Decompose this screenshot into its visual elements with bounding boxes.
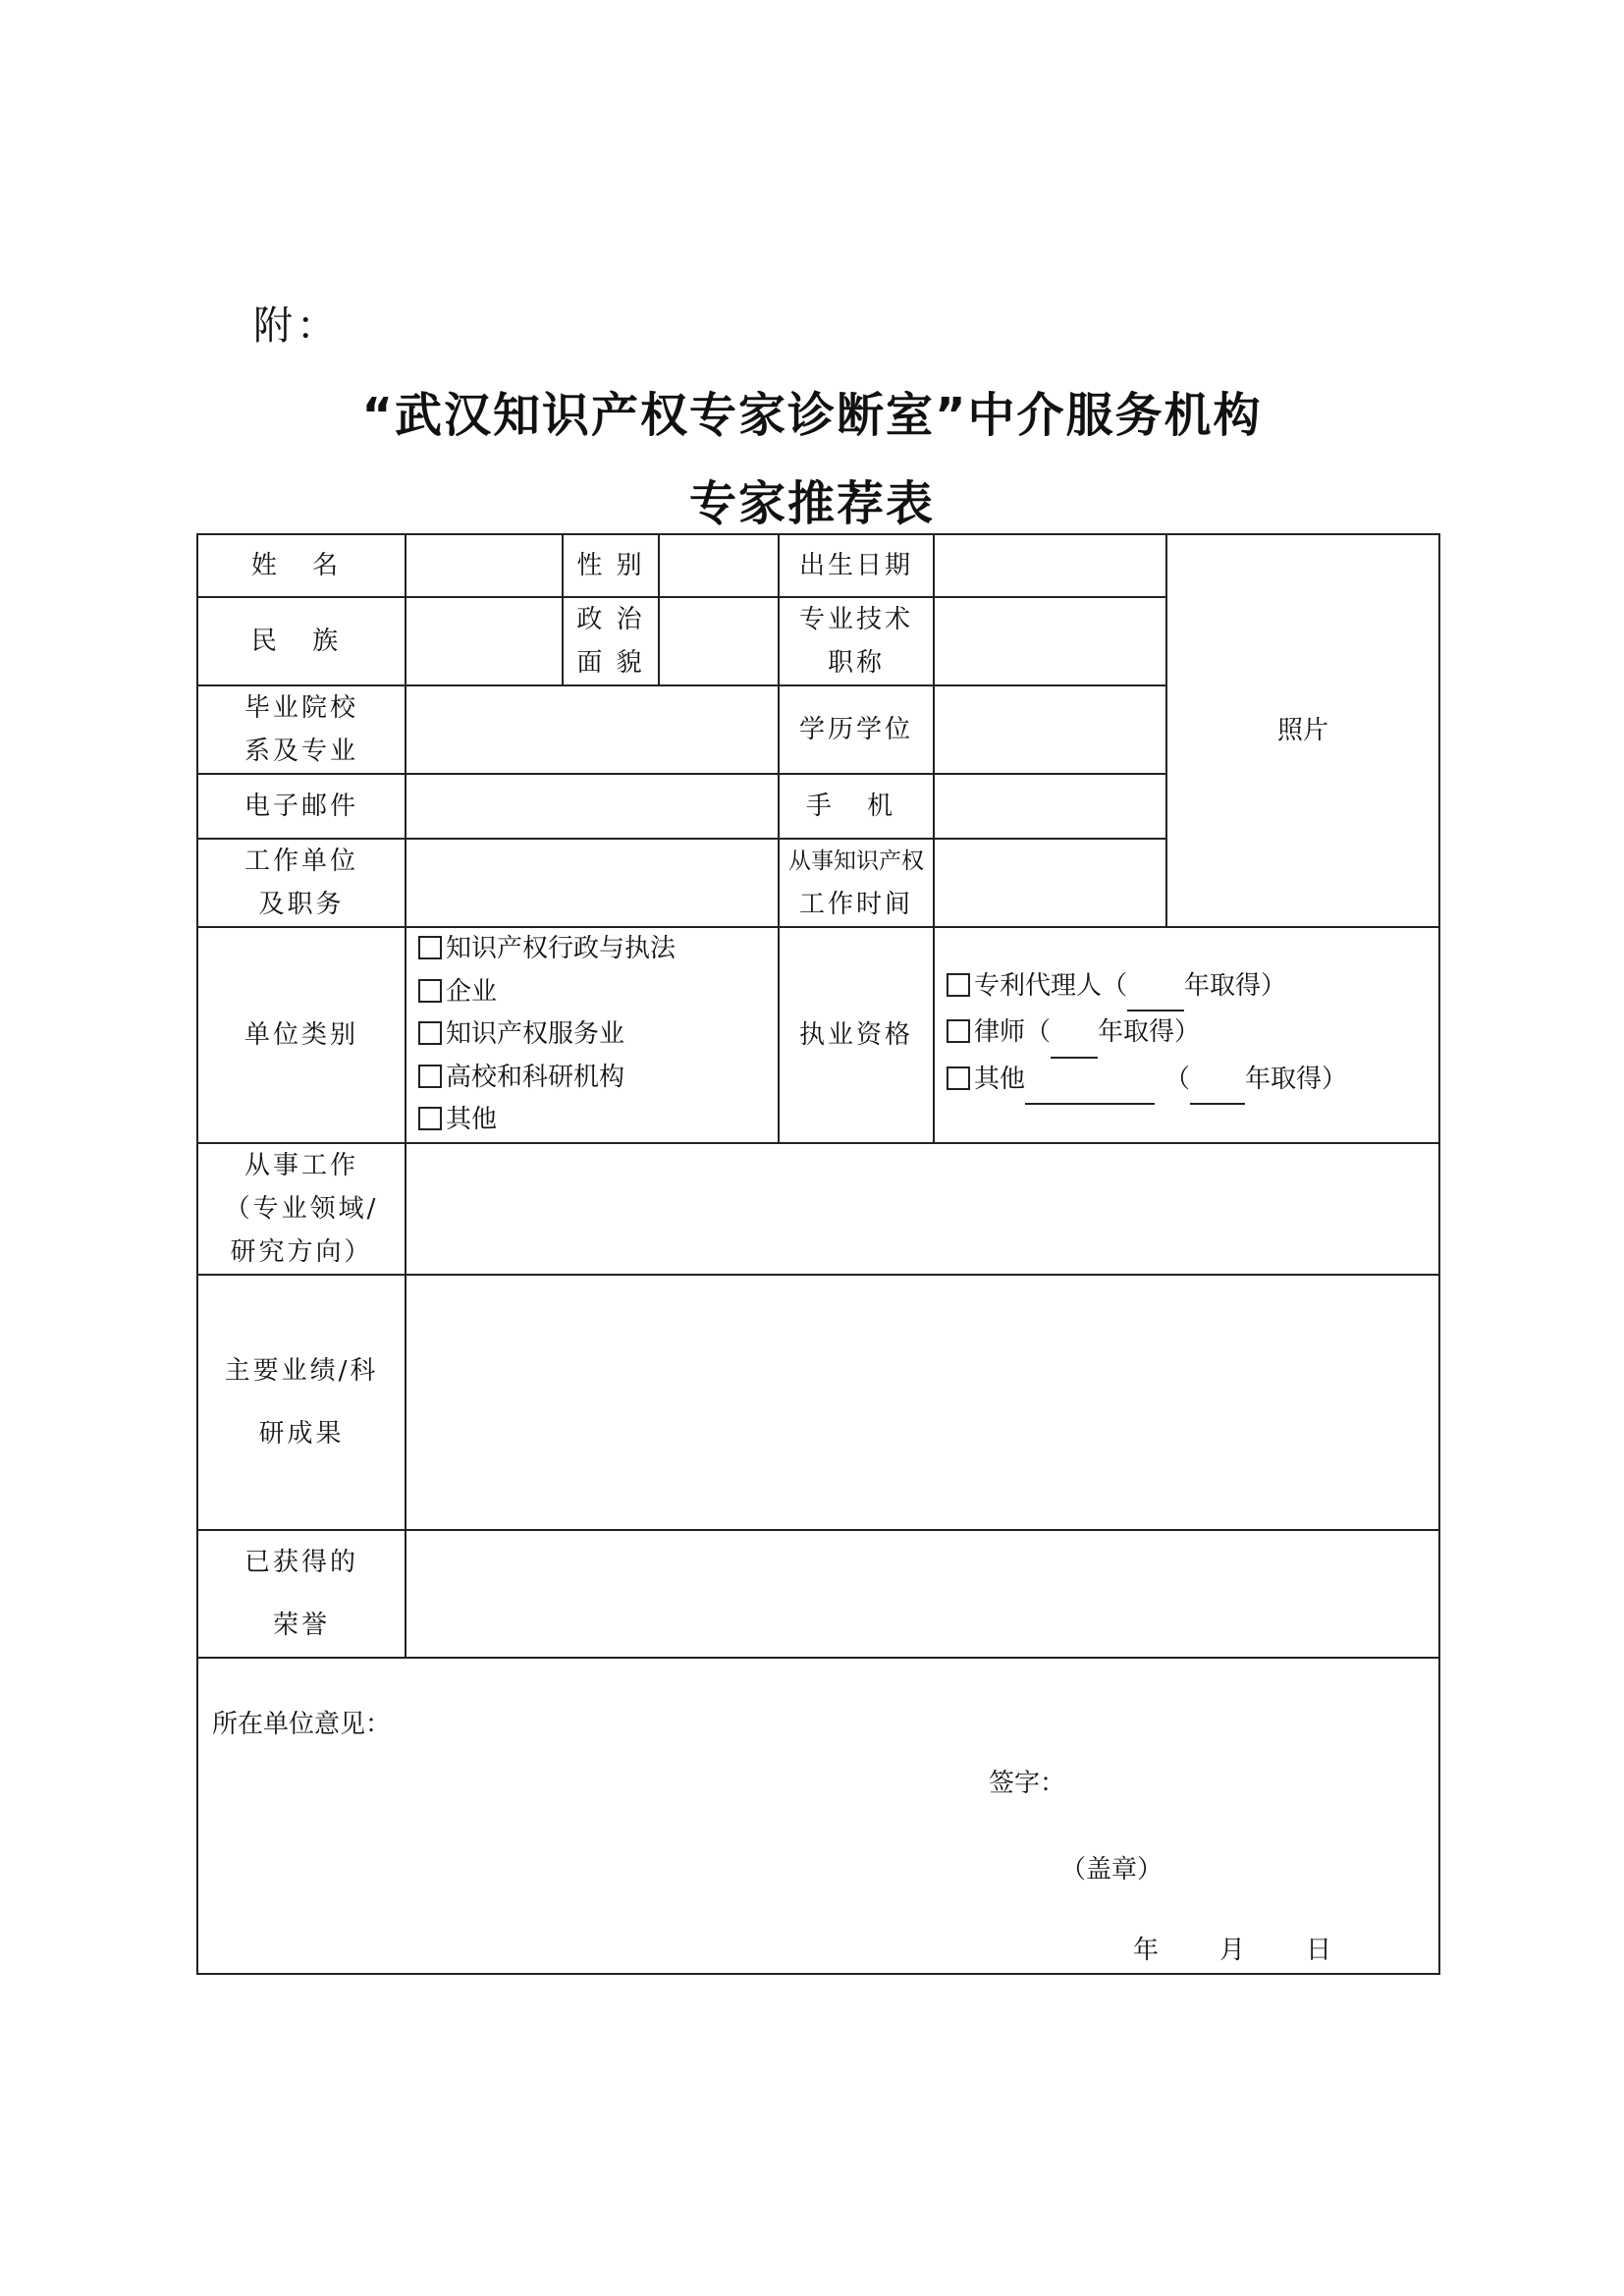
work-field-field[interactable]: [406, 1143, 1439, 1275]
year-obtained-label: 年取得）: [1245, 1064, 1348, 1094]
photo-area[interactable]: [1166, 534, 1439, 927]
email-field[interactable]: [406, 774, 779, 839]
ip-work-time-label-line2: 工作时间: [798, 890, 913, 919]
gender-label: 性 别: [563, 534, 659, 597]
form-title: “武汉知识产权专家诊断室”中介服务机构: [361, 388, 1263, 443]
ethnicity-label: 民 族: [197, 597, 406, 685]
political-status-field[interactable]: [659, 597, 779, 685]
ethnicity-field[interactable]: [406, 597, 563, 685]
work-field-label-line2: （专业领域/: [224, 1193, 379, 1224]
signature-label: 签字：: [989, 1768, 1066, 1798]
education-label: 学历学位: [779, 685, 934, 774]
name-label: 姓 名: [197, 534, 406, 597]
checkbox[interactable]: [418, 1021, 442, 1045]
year-label: 年: [1133, 1935, 1160, 1965]
option-label: 企业: [446, 976, 498, 1007]
achievements-label: [197, 1275, 406, 1530]
birth-date-field[interactable]: [934, 534, 1166, 597]
recommendation-form-table: [196, 533, 1440, 1975]
unit-type-option[interactable]: [418, 1057, 778, 1100]
day-label: 日: [1306, 1935, 1332, 1965]
other-blank[interactable]: [1025, 1061, 1155, 1106]
unit-opinion-area[interactable]: [197, 1658, 1439, 1974]
checkbox[interactable]: [947, 1066, 970, 1090]
school-major-field[interactable]: [406, 685, 779, 774]
year-blank[interactable]: [1127, 967, 1184, 1012]
achievements-field[interactable]: [406, 1275, 1439, 1530]
photo-label: 照片: [1276, 716, 1328, 745]
checkbox[interactable]: [418, 936, 442, 959]
mobile-field[interactable]: [934, 774, 1166, 839]
work-unit-label-line2: 及职务: [258, 890, 345, 919]
option-label: 高校和科研机构: [446, 1062, 625, 1092]
unit-type-option[interactable]: [418, 928, 778, 971]
checkbox[interactable]: [947, 973, 970, 997]
ip-work-time-label-line1: 从事知识产权: [788, 848, 924, 874]
unit-type-label: 单位类别: [197, 927, 406, 1143]
form-subtitle: 专家推荐表: [688, 476, 935, 531]
school-major-label: [197, 685, 406, 774]
unit-type-option[interactable]: [418, 971, 778, 1014]
professional-title-field[interactable]: [934, 597, 1166, 685]
achievements-label-line1: 主要业绩/科: [224, 1355, 379, 1386]
option-label: 其他: [974, 1064, 1026, 1094]
option-label: 知识产权行政与执法: [446, 934, 677, 963]
ip-work-time-field[interactable]: [934, 839, 1166, 927]
attachment-label: 附：: [253, 303, 340, 349]
qualification-options: [934, 927, 1439, 1143]
checkbox[interactable]: [947, 1019, 970, 1043]
professional-title-label: [779, 597, 934, 685]
work-unit-field[interactable]: [406, 839, 779, 927]
paren: （: [1102, 970, 1128, 1001]
professional-title-label-line2: 职称: [827, 648, 885, 678]
qualification-option-lawyer[interactable]: [947, 1011, 1438, 1059]
political-status-label-line1: 政 治: [576, 605, 645, 634]
professional-title-label-line1: 专业技术: [798, 605, 913, 634]
work-unit-label-line1: 工作单位: [244, 847, 358, 876]
email-label: 电子邮件: [197, 774, 406, 839]
honors-label-line1: 已获得的: [244, 1547, 358, 1577]
qualification-option-other[interactable]: [947, 1059, 1438, 1106]
work-field-label-line3: 研究方向）: [230, 1236, 373, 1267]
achievements-label-line2: 研成果: [258, 1418, 345, 1449]
year-obtained-label: 年取得）: [1184, 970, 1287, 1001]
school-major-label-line2: 系及专业: [244, 737, 358, 766]
unit-opinion-label: 所在单位意见：: [212, 1709, 392, 1739]
mobile-label: 手 机: [779, 774, 934, 839]
option-label: 专利代理人: [974, 970, 1103, 1001]
year-obtained-label: 年取得）: [1098, 1017, 1201, 1048]
political-status-label-line2: 面 貌: [576, 648, 645, 678]
political-status-label: [563, 597, 659, 685]
honors-label-line2: 荣誉: [272, 1610, 330, 1640]
year-blank[interactable]: [1051, 1013, 1098, 1059]
option-label: 其他: [446, 1105, 498, 1135]
unit-type-options: [406, 927, 779, 1143]
honors-label: [197, 1530, 406, 1658]
qualification-label: 执业资格: [779, 927, 934, 1143]
checkbox[interactable]: [418, 1065, 442, 1088]
checkbox[interactable]: [418, 1107, 442, 1130]
option-label: 律师: [974, 1017, 1026, 1048]
education-field[interactable]: [934, 685, 1166, 774]
unit-type-option[interactable]: [418, 1099, 778, 1142]
option-label: 知识产权服务业: [446, 1019, 625, 1050]
paren: （: [1164, 1064, 1191, 1094]
paren: （: [1025, 1017, 1052, 1048]
year-blank[interactable]: [1190, 1061, 1245, 1106]
school-major-label-line1: 毕业院校: [244, 693, 358, 723]
gender-field[interactable]: [659, 534, 779, 597]
name-field[interactable]: [406, 534, 563, 597]
qualification-option-patent-agent[interactable]: [947, 965, 1438, 1012]
honors-field[interactable]: [406, 1530, 1439, 1658]
work-field-label: [197, 1143, 406, 1275]
work-unit-label: [197, 839, 406, 927]
seal-label: （盖章）: [1060, 1854, 1164, 1885]
birth-date-label: 出生日期: [779, 534, 934, 597]
date-line: [1133, 1934, 1392, 1967]
checkbox[interactable]: [418, 979, 442, 1003]
unit-type-option[interactable]: [418, 1013, 778, 1057]
month-label: 月: [1219, 1935, 1246, 1965]
work-field-label-line1: 从事工作: [244, 1150, 358, 1180]
ip-work-time-label: [779, 839, 934, 927]
